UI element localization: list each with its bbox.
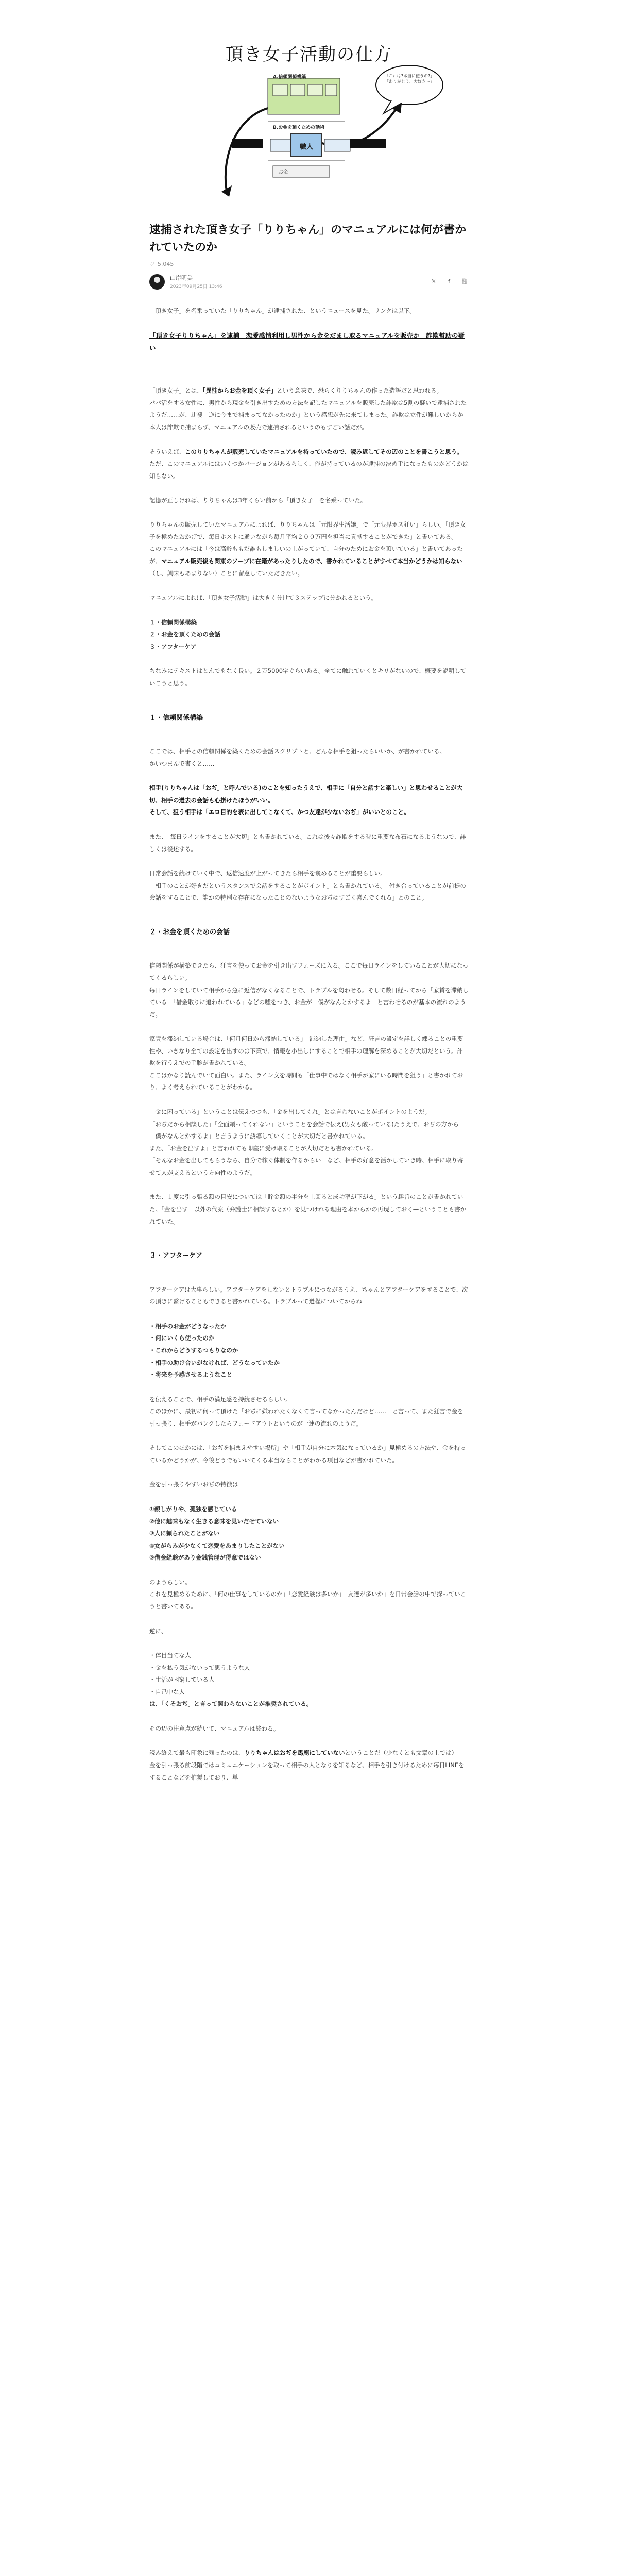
text: 金を引っ張る前段階ではコミュニケーションを取って相手の人となりを知るなど、相手を引き付けるために毎日LINEをすることなどを推奨しており、単 [149, 1761, 465, 1781]
link-share-icon[interactable]: ⛓ [461, 278, 468, 285]
paragraph [149, 868, 469, 904]
bold-text: マニュアル販売後も関東のソープに在籍があったりしたので、書かれていることがすべて本当かどうかは知らない [161, 557, 462, 565]
publish-date: 2023年09月25日 13:46 [170, 284, 222, 290]
bold-text: りりちゃんはおぢを馬鹿にしていない [244, 1749, 345, 1757]
text: 「そんなお金を出してもらうなら、自分で稼ぐ体制を作るからい」など、相手の好意を活かしていき時、相手に取り寄せて人が支えるという方向性のようだ。 [149, 1157, 464, 1176]
text: 家賃を滞納している場合は、「何月何日から滞納している」「滞納した理由」など、狂言の設定を詳しく練ることの重要性や、いきなり全ての設定を出すのは下策で、情報を小出しにすることで相手の理解を深めることが大切だという。詐欺を行うえでの手腕が書かれている。 [149, 1035, 464, 1067]
author-name[interactable]: 山岸明美 [170, 275, 193, 282]
like-count: 5,045 [157, 261, 174, 268]
steps-list [149, 617, 469, 653]
paragraph [149, 1577, 469, 1613]
list-item: ⑤借金経験があり金銭管理が得意ではない [149, 1554, 261, 1562]
paragraph [149, 1033, 469, 1094]
paragraph: マニュアルによれば、「頂き女子活動」は大きく分けて３ステップに分かれるという。 [149, 594, 377, 602]
list-item: ・金を払う気がないって思うような人 [149, 1664, 250, 1671]
paragraph: その辺の注意点が続いて、マニュアルは終わる。 [149, 1724, 280, 1732]
paragraph [149, 782, 469, 819]
likes[interactable] [149, 261, 469, 267]
text: 「頂き女子」とは、 [149, 387, 203, 395]
hero-image [149, 31, 469, 206]
text: 「金に困っている」ということは伝えつつも、「金を出してくれ」とは言わないことがポイントのようだ。 [149, 1108, 431, 1116]
article-body [149, 305, 469, 1784]
paragraph: アフターケアは大事らしい。アフターケアをしないとトラブルにつながるうえ、ちゃんとアフターケアをすることで、次の頂きに繋げることもできると書かれている。トラブルって過程についてからね [149, 1285, 468, 1306]
hero-bubble-text: 「これは?本当に使うの?」「ありがとう、大好き〜」 [384, 74, 435, 84]
list-item: １・信頼関係構築 [149, 618, 197, 626]
hero-label-mid: B.お金を頂くための話術 [273, 125, 325, 130]
paragraph [149, 1106, 469, 1179]
list-item: ・体目当てな人 [149, 1652, 191, 1659]
section-heading: ２・お金を頂くための会話 [149, 928, 230, 936]
text: りりちゃんの販売していたマニュアルによれば、りりちゃんは「元限界生活嬢」で「元限界ホス狂い」らしい。「頂き女子を極めたおかげで、毎日ホストに通いながら毎月平均２００万円を担当に貢献することができた」と書いてある。 [149, 521, 466, 540]
facebook-share-icon[interactable]: f [448, 278, 450, 285]
hero-box-money: お金 [278, 170, 288, 175]
list-item: ・相手のお金がどうなったか [149, 1322, 227, 1330]
paragraph: 金を引っ張りやすいおぢの特徴は [149, 1481, 238, 1488]
text: 「おぢだから相談した」「全面頼ってくれない」ということを会話で伝え(男女も酸っている)たうえで、おぢの方から「僕がなんとかするよ」と言うように誘導していくことが大切だと書かれている。 [149, 1120, 459, 1140]
list-item: ①親しがりや、孤独を感じている [149, 1505, 237, 1513]
bold-text: 「異性からお金を頂く女子」 [202, 387, 277, 395]
text: 信頼関係が構築できたら、狂言を使ってお金を引き出すフェーズに入る。ここで毎日ラインをしていることが大切になってくるらしい。 [149, 962, 469, 981]
list-item: ④女がらみが少なくて恋愛をあまりしたことがない [149, 1541, 285, 1549]
bold-text: そして、狙う相手は「エロ目的を表に出してこなくて、かつ友達が少ないおぢ」がいいとのこと。 [149, 808, 410, 816]
bold-text: 相手(りりちゃんは「おぢ」と呼んでいる)のことを知ったうえで、相手に「自分と話すと楽しい」と思わせることが大切、相手の過去の会話も心掛けたほうがいい。 [149, 784, 463, 804]
heart-icon[interactable]: ♡ [149, 261, 154, 268]
list-item: ・これからどうするつもりなのか [149, 1346, 238, 1354]
paragraph [149, 385, 469, 433]
aftercare-list [149, 1320, 469, 1381]
text: かいつまんで書くと…… [149, 759, 215, 767]
bold-text: このりりちゃんが販売していたマニュアルを持っていたので、読み返してその辺のことを書こうと思う。 [185, 448, 463, 455]
list-item: ３・アフターケア [149, 642, 197, 650]
paragraph: 「頂き女子」を名乗っていた「りりちゃん」が逮捕された、というニュースを見た。リンクは以下。 [149, 307, 416, 315]
paragraph [149, 1747, 469, 1784]
share-buttons [430, 278, 469, 286]
text: ここはかなり読んでいて面白い。また、ライン文を時間も「仕事中ではなく相手が家にいる時間を狙う」と書かれており、よく考えられていることがわかる。 [149, 1071, 464, 1091]
text: このほかに、最初に何って頂けた「おぢに嫌われたくなくて言ってなかったんだけど……」と言って、また狂言で金を引っ張り、相手がパンクしたらフェードアウトというのが一連の流れのようだ。 [149, 1408, 464, 1427]
text: という意味で、恐らくりりちゃんの作った造語だと思われる。 [277, 387, 443, 395]
list-item: ・将来を予感させるようなこと [149, 1371, 232, 1379]
paragraph: 逆に、 [149, 1627, 167, 1635]
section-heading: １・信頼関係構築 [149, 714, 203, 722]
x-share-icon[interactable]: 𝕏 [431, 278, 436, 285]
paragraph: ちなみにテキストはとんでもなく長い。２万5000字ぐらいある。全てに触れていくとキリがないので、概要を説明していこうと思う。 [149, 667, 467, 687]
avoid-list [149, 1650, 469, 1710]
article-container [149, 31, 469, 1784]
hero-box-center: 職人 [300, 143, 314, 151]
text: のようらしい。 [149, 1578, 191, 1586]
text: （し、興味もあまりない）ことに留意していただきたい。 [149, 569, 303, 577]
text: パパ活をする女性に、男性から現金を引き出すための方法を記したマニュアルを販売した詐欺は5割の疑いで逮捕されたようだ……が、辻褄「逆に今まで捕まってなかったのか」という感想が先に来てしまった。詐欺は立件が難しいからか本人は詐欺で捕まらず、マニュアルの販売で逮捕されるというのもすごい話だが。 [149, 399, 467, 431]
text: そういえば、 [149, 448, 185, 455]
text: 「相手のことが好きだというスタンスで会話をすることがポイント」とも書かれている。「付き合っていることが前提の会話をすることで、誰かの特別な存在になったことのないようなおぢはすごく喜んでくれる」とのこと。 [149, 882, 466, 902]
news-link[interactable]: 「頂き女子りりちゃん」を逮捕 恋愛感情利用し男性から金をだまし取るマニュアルを販売か 詐欺幇助の疑い [149, 331, 465, 352]
paragraph [149, 446, 469, 483]
list-item: ・何にいくら使ったのか [149, 1334, 215, 1342]
author[interactable] [149, 274, 222, 290]
paragraph [149, 960, 469, 1021]
text: ここでは、相手との信頼関係を築くための会話スクリプトと、どんな相手を狙ったらいいか、が書かれている。 [149, 748, 445, 755]
paragraph [149, 495, 469, 580]
list-item: ２・お金を頂くための会話 [149, 631, 220, 638]
author-row [149, 274, 469, 290]
text: 読み終えて最も印象に残ったのは、 [149, 1749, 244, 1757]
paragraph: そしてこのほかには、「おぢを捕まえやすい場所」や「相手が自分に本気になっているか」見極めるの方法や、金を持っているかどうかが、今後どうでもいいてくる本当ならことがわかる項目などが書かれていた。 [149, 1444, 467, 1464]
paragraph [149, 1394, 469, 1430]
section-heading: ３・アフターケア [149, 1252, 203, 1260]
avatar[interactable] [149, 274, 165, 290]
text: を伝えることで、相手の満足感を持続させるらしい。 [149, 1395, 291, 1403]
text: ということだ（少なくとも文章の上では） [345, 1749, 457, 1757]
hero-label-top: A.信頼関係構築 [273, 75, 306, 80]
article-title: 逮捕された頂き女子「りりちゃん」のマニュアルには何が書かれていたのか [149, 224, 467, 255]
text: 日常会話を続けていく中で、返信速度が上がってきたら相手を褒めることが重要らしい。 [149, 870, 386, 877]
list-item: は、「くそおぢ」と言って関わらないことが推奨されている。 [149, 1700, 313, 1708]
text: このマニュアルには「今は高齢ももだ誰もしましいの上がっていて、自分のためにお金を頂いている」と書いてあったが、 [149, 545, 463, 565]
list-item: ②他に趣味もなく生きる意味を見いだせていない [149, 1517, 279, 1525]
list-item: ③人に頼られたことがない [149, 1530, 220, 1537]
text: また、「お金を出すよ」と言われても即座に受け取ることが大切だとも書かれている。 [149, 1144, 377, 1152]
text: ただ、このマニュアルにはいくつかバージョンがあるらしく、俺が持っているのが逮捕の決め手になったものかどうかは知らない。 [149, 460, 469, 480]
list-item: ・自己中な人 [149, 1688, 185, 1696]
target-traits-list [149, 1503, 469, 1564]
text: これを見極めるために、「何の仕事をしているのか」「恋愛経験は多いか」「友達が多いか」を日常会話の中で探っていこうと書いてある。 [149, 1590, 467, 1610]
paragraph: また、１度に引っ張る額の目安については「貯金額の半分を上回ると成功率が下がる」という趣旨のことが書かれていた。「金を出す」以外の代案（弁護士に相談するとか）を見つけれる理由を本からかの再現しておく—ということも書かれていた。 [149, 1193, 467, 1225]
paragraph [149, 745, 469, 770]
text: 記憶が正しければ、りりちゃんは3年くらい前から「頂き女子」を名乗っていた。 [149, 497, 367, 504]
text: 毎日ラインをしていて相手から急に返信がなくなることで、トラブルを匂わせる。そして数日経ってから「家賃を滞納している」「借金取りに追われている」などの嘘をつき、お金が「僕がなんとかするよ」と言わせるのが基本の流れのようだ。 [149, 986, 469, 1018]
list-item: ・相手の助け合いがなければ、どうなっていたか [149, 1359, 280, 1366]
list-item: ・生活が困窮している人 [149, 1676, 215, 1684]
paragraph: また、「毎日ラインをすることが大切」とも書かれている。これは後々詐欺をする時に重要な布石になるようなので、詳しくは後述する。 [149, 833, 466, 853]
hero-title: 頂き女子活動の仕方 [226, 44, 392, 65]
